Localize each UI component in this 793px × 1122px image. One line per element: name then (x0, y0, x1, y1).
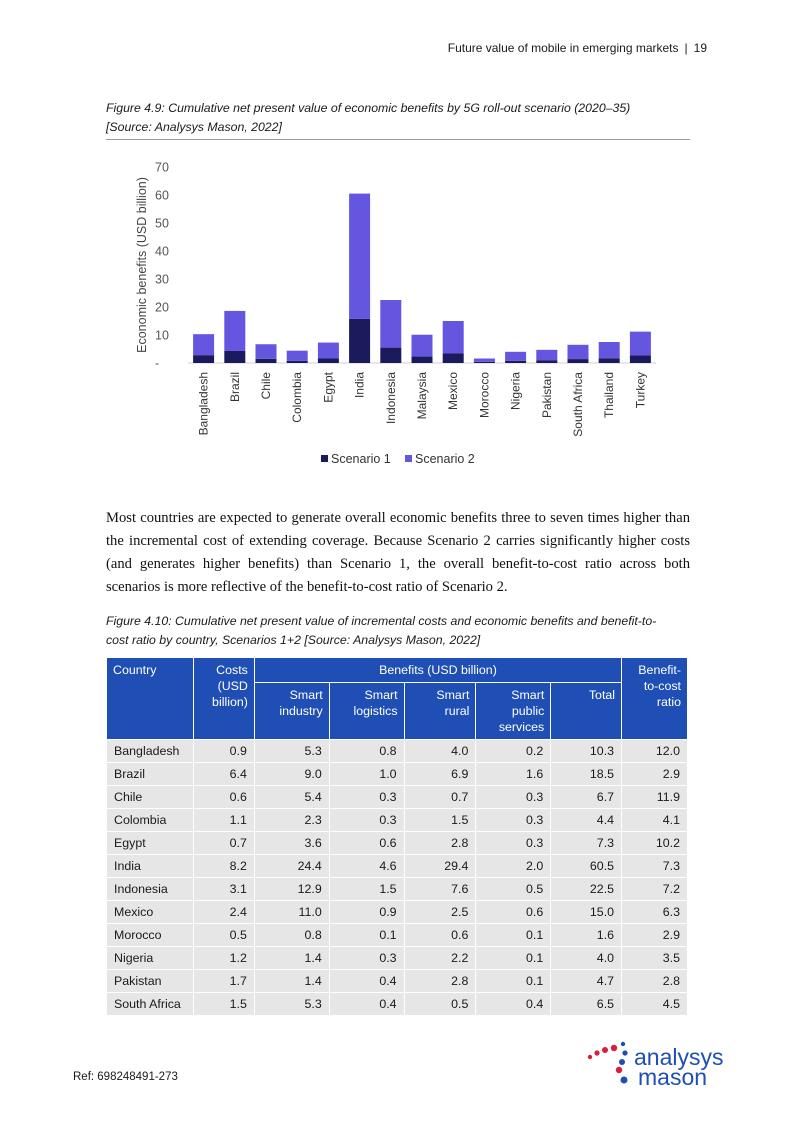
x-tick-label: Pakistan (539, 372, 554, 419)
cell-value: 24.4 (254, 855, 329, 878)
cell-value: 29.4 (404, 855, 476, 878)
bar-scenario-2 (443, 321, 464, 353)
bar-scenario-2 (536, 350, 557, 360)
cell-value: 1.5 (193, 993, 254, 1016)
y-tick-label: 30 (155, 272, 169, 287)
cell-value: 0.3 (476, 832, 551, 855)
cell-value: 2.5 (404, 901, 476, 924)
cell-value: 1.7 (193, 970, 254, 993)
header-title: Future value of mobile in emerging markets (447, 41, 679, 55)
stacked-bar-chart (106, 150, 690, 480)
caption-source: [Source: Analysys Mason, 2022] (106, 120, 282, 134)
caption-line: Figure 4.10: Cumulative net present value of incremental costs and economic benefits and benefit-to- (106, 614, 657, 628)
cell-country: Mexico (107, 901, 194, 924)
table-row (107, 763, 688, 786)
cell-value: 2.2 (404, 947, 476, 970)
x-tick-label: India (352, 372, 367, 399)
table-row (107, 878, 688, 901)
cell-value: 2.4 (193, 901, 254, 924)
cell-value: 0.7 (404, 786, 476, 809)
cell-value: 0.1 (476, 970, 551, 993)
bar-scenario-2 (412, 335, 433, 357)
y-tick-label: - (155, 356, 160, 371)
analysys-mason-logo (586, 1038, 736, 1088)
cell-value: 2.8 (622, 970, 688, 993)
x-tick-label: Nigeria (508, 372, 523, 411)
cell-value: 5.4 (254, 786, 329, 809)
cell-value: 10.2 (622, 832, 688, 855)
cell-value: 3.6 (254, 832, 329, 855)
x-tick-label: South Africa (571, 372, 585, 437)
figure-4-9-caption (106, 99, 690, 140)
cell-value: 3.5 (622, 947, 688, 970)
cell-value: 2.0 (476, 855, 551, 878)
bar-scenario-2 (505, 352, 526, 361)
page-number: 19 (693, 41, 707, 55)
x-tick-label: Turkey (633, 372, 648, 409)
running-header (448, 41, 707, 55)
cell-value: 10.3 (551, 740, 622, 763)
cell-country: Chile (107, 786, 194, 809)
y-tick-label: 50 (155, 216, 169, 231)
subheader-total: Total (551, 683, 622, 740)
cell-country: Indonesia (107, 878, 194, 901)
cell-value: 0.3 (329, 947, 404, 970)
cell-value: 4.6 (329, 855, 404, 878)
cell-value: 1.0 (329, 763, 404, 786)
table-row (107, 786, 688, 809)
cell-country: India (107, 855, 194, 878)
subheader-smart-public-services: Smart public services (476, 683, 551, 740)
bar-scenario-1 (505, 361, 526, 363)
bar-scenario-1 (287, 361, 308, 363)
table-row (107, 993, 688, 1016)
header-ratio: Benefit-to-cost ratio (622, 658, 688, 740)
cell-value: 5.3 (254, 740, 329, 763)
cell-value: 15.0 (551, 901, 622, 924)
cell-value: 0.1 (476, 947, 551, 970)
x-tick-label: Chile (259, 372, 273, 400)
cell-value: 4.7 (551, 970, 622, 993)
table-row (107, 947, 688, 970)
cell-country: South Africa (107, 993, 194, 1016)
bar-scenario-1 (380, 348, 401, 363)
table-row (107, 970, 688, 993)
bar-scenario-2 (599, 342, 620, 358)
cell-value: 11.0 (254, 901, 329, 924)
cell-value: 0.6 (193, 786, 254, 809)
cell-value: 1.5 (329, 878, 404, 901)
cell-value: 1.5 (404, 809, 476, 832)
cell-value: 0.8 (254, 924, 329, 947)
cell-value: 11.9 (622, 786, 688, 809)
cell-value: 18.5 (551, 763, 622, 786)
cell-value: 3.1 (193, 878, 254, 901)
bar-scenario-2 (224, 311, 245, 351)
table-row (107, 924, 688, 947)
cell-value: 12.9 (254, 878, 329, 901)
cell-value: 0.9 (193, 740, 254, 763)
caption-line-2: cost ratio by country, Scenarios 1+2 [Source: Analysys Mason, 2022] (106, 633, 481, 647)
cell-value: 0.1 (329, 924, 404, 947)
bar-scenario-2 (256, 344, 277, 359)
cell-value: 4.1 (622, 809, 688, 832)
bar-scenario-1 (599, 358, 620, 363)
cell-value: 5.3 (254, 993, 329, 1016)
cell-value: 6.7 (551, 786, 622, 809)
header-country: Country (107, 658, 194, 740)
subheader-smart-industry: Smart industry (254, 683, 329, 740)
cell-country: Colombia (107, 809, 194, 832)
header-separator: | (684, 41, 688, 55)
cell-value: 0.3 (329, 786, 404, 809)
cell-value: 0.7 (193, 832, 254, 855)
logo-dots-icon (588, 1042, 628, 1084)
chart-svg (106, 150, 690, 480)
bar-scenario-1 (568, 359, 589, 363)
subheader-smart-logistics: Smart logistics (329, 683, 404, 740)
table-row (107, 809, 688, 832)
cell-country: Brazil (107, 763, 194, 786)
cell-value: 0.8 (329, 740, 404, 763)
x-tick-label: Thailand (602, 372, 617, 419)
legend-label: Scenario 2 (415, 452, 475, 466)
cell-value: 4.0 (404, 740, 476, 763)
bar-scenario-2 (287, 351, 308, 361)
cell-value: 0.1 (476, 924, 551, 947)
header-benefits: Benefits (USD billion) (254, 658, 621, 683)
cell-value: 0.4 (329, 993, 404, 1016)
table-row (107, 832, 688, 855)
x-tick-label: Bangladesh (196, 372, 211, 436)
bar-scenario-1 (536, 360, 557, 363)
bar-scenario-2 (318, 343, 339, 359)
cell-value: 4.4 (551, 809, 622, 832)
cell-value: 12.0 (622, 740, 688, 763)
logo-word-analysys: analysys (634, 1044, 724, 1070)
cell-value: 0.3 (329, 809, 404, 832)
cell-country: Nigeria (107, 947, 194, 970)
table-row (107, 901, 688, 924)
cell-value: 8.2 (193, 855, 254, 878)
y-tick-label: 40 (155, 244, 169, 259)
bar-scenario-1 (193, 355, 214, 363)
cell-value: 2.8 (404, 832, 476, 855)
x-tick-label: Brazil (227, 372, 242, 403)
figure-4-10-caption (106, 612, 690, 650)
x-tick-label: Malaysia (415, 372, 429, 420)
bar-scenario-2 (568, 345, 589, 359)
cell-value: 1.1 (193, 809, 254, 832)
cell-value: 0.5 (193, 924, 254, 947)
cell-value: 0.6 (329, 832, 404, 855)
cell-value: 2.9 (622, 763, 688, 786)
cell-value: 7.6 (404, 878, 476, 901)
cell-value: 1.6 (476, 763, 551, 786)
cell-value: 0.9 (329, 901, 404, 924)
bar-scenario-1 (474, 362, 495, 363)
y-axis-title: Economic benefits (USD billion) (135, 177, 149, 353)
bar-scenario-1 (412, 357, 433, 363)
legend-label: Scenario 1 (331, 452, 391, 466)
header-costs: Costs (USD billion) (193, 658, 254, 740)
table-body (107, 740, 688, 1016)
y-tick-label: 20 (155, 300, 169, 315)
y-tick-label: 10 (155, 328, 169, 343)
cell-value: 0.3 (476, 786, 551, 809)
benefits-table (106, 657, 688, 1016)
cell-value: 0.3 (476, 809, 551, 832)
cell-value: 0.4 (476, 993, 551, 1016)
cell-value: 60.5 (551, 855, 622, 878)
cell-value: 0.6 (476, 901, 551, 924)
x-tick-label: Morocco (477, 372, 492, 419)
legend-swatch (405, 455, 412, 462)
bar-scenario-2 (193, 334, 214, 355)
cell-value: 2.9 (622, 924, 688, 947)
cell-value: 0.5 (476, 878, 551, 901)
cell-country: Egypt (107, 832, 194, 855)
y-tick-label: 60 (155, 188, 169, 203)
cell-value: 7.3 (622, 855, 688, 878)
legend-swatch (321, 455, 328, 462)
cell-country: Morocco (107, 924, 194, 947)
cell-value: 6.3 (622, 901, 688, 924)
cell-value: 7.3 (551, 832, 622, 855)
bar-scenario-2 (380, 300, 401, 348)
cell-value: 7.2 (622, 878, 688, 901)
cell-value: 22.5 (551, 878, 622, 901)
cell-value: 0.5 (404, 993, 476, 1016)
cell-value: 2.3 (254, 809, 329, 832)
bar-scenario-1 (630, 355, 651, 363)
x-tick-label: Colombia (290, 372, 305, 423)
bar-scenario-1 (256, 359, 277, 363)
y-tick-label: 70 (155, 160, 169, 175)
subheader-smart-rural: Smart rural (404, 683, 476, 740)
caption-line: Figure 4.9: Cumulative net present value of economic benefits by 5G roll-out scenario (2020–35) (106, 101, 631, 115)
cell-value: 9.0 (254, 763, 329, 786)
cell-value: 0.6 (404, 924, 476, 947)
bar-scenario-2 (349, 194, 370, 319)
bar-scenario-2 (474, 359, 495, 362)
cell-value: 1.6 (551, 924, 622, 947)
cell-value: 0.4 (329, 970, 404, 993)
bar-scenario-1 (318, 359, 339, 363)
logo-word-mason: mason (638, 1064, 708, 1088)
cell-value: 1.2 (193, 947, 254, 970)
footer-reference: Ref: 698248491-273 (73, 1071, 178, 1083)
bar-scenario-2 (630, 332, 651, 356)
table-row (107, 855, 688, 878)
cell-value: 4.0 (551, 947, 622, 970)
cell-value: 1.4 (254, 970, 329, 993)
x-tick-label: Mexico (446, 372, 461, 411)
cell-value: 6.5 (551, 993, 622, 1016)
x-tick-label: Egypt (321, 372, 336, 403)
bar-scenario-1 (443, 353, 464, 363)
cell-value: 6.4 (193, 763, 254, 786)
cell-value: 4.5 (622, 993, 688, 1016)
table-row (107, 740, 688, 763)
cell-value: 1.4 (254, 947, 329, 970)
cell-country: Pakistan (107, 970, 194, 993)
body-paragraph: Most countries are expected to generate overall economic benefits three to seven times higher than the incremental cost of extending coverage. Because Scenario 2 carries significantly higher costs (and generates higher benefits) than Scenario 1, the overall benefit-to-cost ratio across both scenarios is more reflective of the benefit-to-cost ratio of Scenario 2. (106, 510, 690, 595)
bar-scenario-1 (224, 351, 245, 363)
x-tick-label: Indonesia (383, 372, 398, 425)
cell-value: 0.2 (476, 740, 551, 763)
bar-scenario-1 (349, 319, 370, 363)
cell-value: 2.8 (404, 970, 476, 993)
cell-value: 6.9 (404, 763, 476, 786)
cell-country: Bangladesh (107, 740, 194, 763)
